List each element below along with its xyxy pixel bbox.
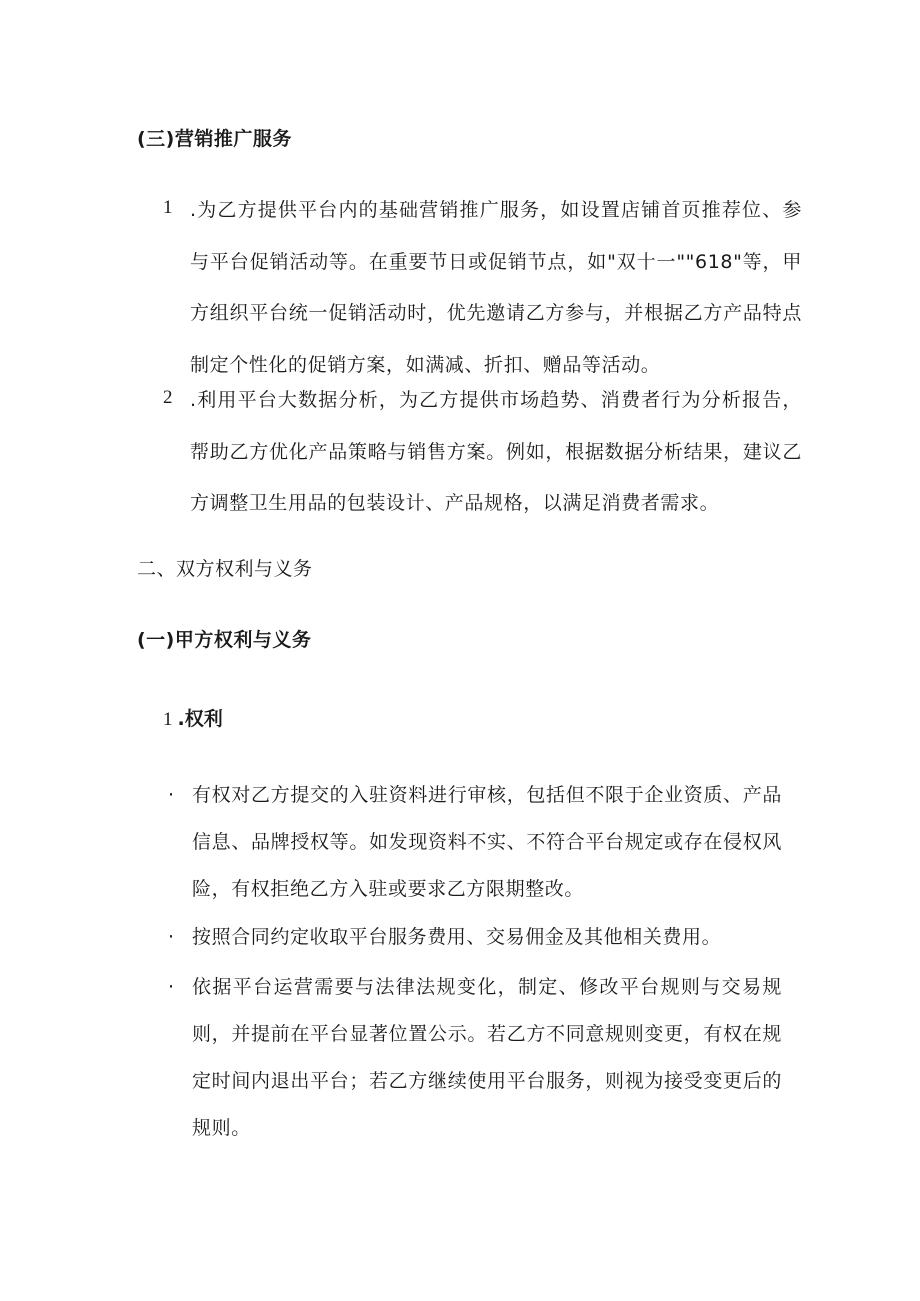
rights-title — [163, 704, 223, 731]
item-number: 1 — [163, 197, 174, 218]
numbered-item-1 — [163, 185, 803, 391]
item-text: .利用平台大数据分析，为乙方提供市场趋势、消费者行为分析报告，帮助乙方优化产品策略与销售方案。例如，根据数据分析结果，建议乙方调整卫生用品的包装设计、产品规格，以满足消费者需求。 — [190, 389, 802, 514]
bullet-item-1 — [168, 772, 788, 913]
bullet-marker: · — [168, 784, 175, 806]
rights-label: .权利 — [177, 708, 223, 730]
bullet-marker: · — [168, 976, 175, 998]
bullet-text: 依据平台运营需要与法律法规变化，制定、修改平台规则与交易规则，并提前在平台显著位置公示。若乙方不同意规则变更，有权在规定时间内退出平台；若乙方继续使用平台服务，则视为接受变更后的规则。 — [192, 976, 782, 1139]
item-number: 2 — [163, 387, 174, 408]
part-heading-rights-obligations: 二、双方权利与义务 — [137, 558, 313, 580]
numbered-item-2 — [163, 375, 803, 530]
bullet-item-3 — [168, 964, 788, 1152]
bullet-item-2 — [168, 914, 788, 961]
bullet-text: 有权对乙方提交的入驻资料进行审核，包括但不限于企业资质、产品信息、品牌授权等。如发现资料不实、不符合平台规定或存在侵权风险，有权拒绝乙方入驻或要求乙方限期整改。 — [192, 784, 782, 900]
bullet-text: 按照合同约定收取平台服务费用、交易佣金及其他相关费用。 — [192, 926, 722, 948]
subsection-heading-party-a: (一)甲方权利与义务 — [137, 629, 312, 651]
bullet-marker: · — [168, 926, 175, 948]
item-text: .为乙方提供平台内的基础营销推广服务，如设置店铺首页推荐位、参与平台促销活动等。在重要节日或促销节点，如"双十一""618"等，甲方组织平台统一促销活动时，优先邀请乙方参与，并根据乙方产品特点制定个性化的促销方案，如满减、折扣、赠品等活动。 — [190, 199, 802, 376]
section-heading-marketing: (三)营销推广服务 — [137, 128, 292, 150]
rights-number: 1 — [163, 709, 174, 730]
